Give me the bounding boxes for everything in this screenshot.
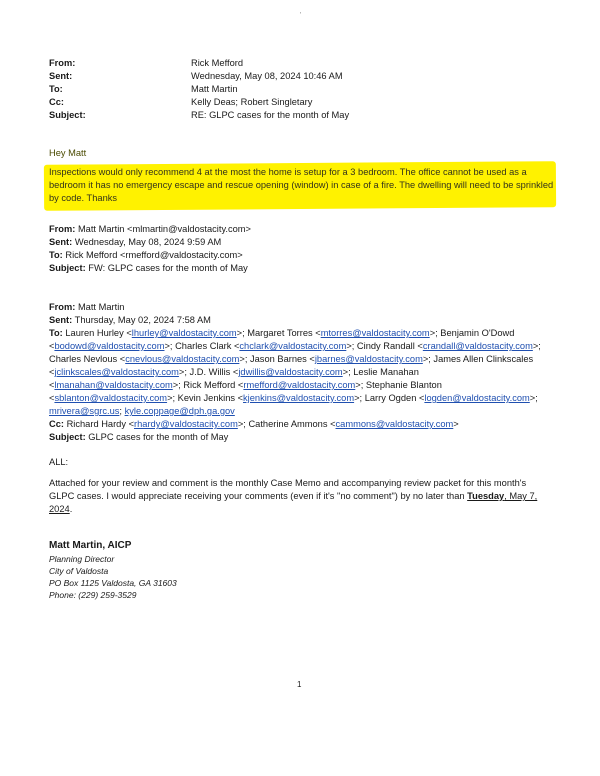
from-label: From: xyxy=(49,58,76,68)
recipient-text: >; Catherine Ammons < xyxy=(237,419,336,429)
fw2-to-label: To: xyxy=(49,328,63,338)
greeting: Hey Matt xyxy=(49,148,87,158)
recipient-text: >; Rick Mefford < xyxy=(172,380,244,390)
fw2-subject-label: Subject: xyxy=(49,432,86,442)
fw2-from-label: From: xyxy=(49,302,76,312)
email-link[interactable]: cnevlous@valdostacity.com xyxy=(125,354,240,364)
recipient-text: < xyxy=(49,341,55,351)
fw1-subject-label: Subject: xyxy=(49,263,86,273)
email-link[interactable]: bodowd@valdostacity.com xyxy=(54,341,165,351)
recipient-text: >; Stephanie Blanton xyxy=(355,380,442,390)
signature-name: Matt Martin, AICP xyxy=(49,540,132,551)
deadline-year: 2024 xyxy=(49,504,70,514)
scan-mark: ' xyxy=(300,12,302,19)
email-link[interactable]: lhurley@valdostacity.com xyxy=(131,328,237,338)
to-line-4 xyxy=(49,366,419,378)
recipient-text: ; xyxy=(119,406,125,416)
body-text: GLPC cases. I would appreciate receiving your comments (even if it's "no comment") by no later than xyxy=(49,491,468,501)
deadline-day: Tuesday xyxy=(467,491,505,501)
email-link[interactable]: jclinkscales@valdostacity.com xyxy=(54,367,179,377)
subject-value: RE: GLPC cases for the month of May xyxy=(191,110,350,120)
fw1-from-value: Matt Martin <mlmartin@valdostacity.com> xyxy=(77,224,251,234)
signature-org: City of Valdosta xyxy=(49,566,109,576)
recipient-text: >; xyxy=(529,393,538,403)
subject-label: Subject: xyxy=(49,110,86,120)
deadline-date: , May 7, xyxy=(504,491,538,501)
recipient-text: >; Kevin Jenkins < xyxy=(167,393,244,403)
recipient-text: < xyxy=(49,380,55,390)
fw2-sent-label: Sent: xyxy=(49,315,73,325)
to-line-1 xyxy=(49,327,514,339)
fw1-sent-label: Sent: xyxy=(49,237,73,247)
email-link[interactable]: rhardy@valdostacity.com xyxy=(134,419,238,429)
recipient-text: < xyxy=(49,393,55,403)
email-link[interactable]: lmanahan@valdostacity.com xyxy=(54,380,173,390)
email-link[interactable]: chclark@valdostacity.com xyxy=(239,341,347,351)
recipient-text: < xyxy=(49,367,55,377)
cc-line xyxy=(49,418,459,430)
fw1-to-value: Rick Mefford <rmefford@valdostacity.com> xyxy=(65,250,243,260)
fw2-sent-value: Thursday, May 02, 2024 7:58 AM xyxy=(74,315,211,325)
email-link[interactable]: cammons@valdostacity.com xyxy=(335,419,454,429)
to-line-5 xyxy=(49,379,442,391)
email-link[interactable]: sblanton@valdostacity.com xyxy=(54,393,168,403)
body-line-3 xyxy=(49,503,72,515)
body-line-1: Attached for your review and comment is the monthly Case Memo and accompanying review packet for this month's xyxy=(49,478,527,488)
recipient-text: >; J.D. Willis < xyxy=(178,367,239,377)
cc-value: Kelly Deas; Robert Singletary xyxy=(191,97,313,107)
sent-label: Sent: xyxy=(49,71,73,81)
to-line-3 xyxy=(49,353,533,365)
email-link[interactable]: jdwillis@valdostacity.com xyxy=(238,367,343,377)
email-link[interactable]: jbarnes@valdostacity.com xyxy=(314,354,423,364)
recipient-text: >; xyxy=(532,341,541,351)
recipient-text: Lauren Hurley < xyxy=(65,328,132,338)
email-link[interactable]: mtorres@valdostacity.com xyxy=(320,328,430,338)
signature-phone: Phone: (229) 259-3529 xyxy=(49,590,137,600)
fw1-subject-value: FW: GLPC cases for the month of May xyxy=(88,263,248,273)
recipient-text: >; James Allen Clinkscales xyxy=(422,354,534,364)
highlighted-body: Inspections would only recommend 4 at the most the home is setup for a 3 bedroom. The office cannot be used as a bedroom it has no emergency escape and rescue opening (window) in case of a fire. The dwelling will need to be sprinkled by code. Thanks xyxy=(49,167,554,203)
body-line-2 xyxy=(49,490,537,502)
to-line-2 xyxy=(49,340,541,352)
email-link[interactable]: rmefford@valdostacity.com xyxy=(243,380,356,390)
page-number: 1 xyxy=(297,680,302,689)
fw2-subject-value: GLPC cases for the month of May xyxy=(88,432,229,442)
fw2-from-value: Matt Martin xyxy=(77,302,125,312)
email-link[interactable]: mrivera@sgrc.us xyxy=(49,406,120,416)
to-value: Matt Martin xyxy=(191,84,238,94)
fw2-cc-label: Cc: xyxy=(49,419,64,429)
recipient-text: >; Margaret Torres < xyxy=(236,328,321,338)
recipient-text: >; Larry Ogden < xyxy=(354,393,425,403)
to-line-6 xyxy=(49,392,538,404)
fw1-from-label: From: xyxy=(49,224,76,234)
email-link[interactable]: kjenkins@valdostacity.com xyxy=(243,393,355,403)
email-link[interactable]: kyle.coppage@dph.ga.gov xyxy=(124,406,235,416)
signature-title: Planning Director xyxy=(49,554,115,564)
recipient-text: Charles Nevlous < xyxy=(49,354,126,364)
recipient-text: > xyxy=(453,419,459,429)
email-link[interactable]: logden@valdostacity.com xyxy=(424,393,530,403)
body-text: . xyxy=(69,504,73,514)
signature-address: PO Box 1125 Valdosta, GA 31603 xyxy=(49,578,177,588)
recipient-text: >; Jason Barnes < xyxy=(239,354,315,364)
to-line-7 xyxy=(49,405,235,417)
from-value: Rick Mefford xyxy=(191,58,244,68)
cc-label: Cc: xyxy=(49,97,64,107)
email-link[interactable]: crandall@valdostacity.com xyxy=(422,341,533,351)
recipient-text: Richard Hardy < xyxy=(66,419,135,429)
sent-value: Wednesday, May 08, 2024 10:46 AM xyxy=(191,71,343,81)
recipient-text: >; Charles Clark < xyxy=(164,341,240,351)
fw1-to-label: To: xyxy=(49,250,63,260)
salutation: ALL: xyxy=(49,457,69,467)
recipient-text: >; Cindy Randall < xyxy=(346,341,423,351)
fw1-sent-value: Wednesday, May 08, 2024 9:59 AM xyxy=(74,237,222,247)
recipient-text: >; Leslie Manahan xyxy=(342,367,419,377)
recipient-text: >; Benjamin O'Dowd xyxy=(429,328,515,338)
to-label: To: xyxy=(49,84,63,94)
